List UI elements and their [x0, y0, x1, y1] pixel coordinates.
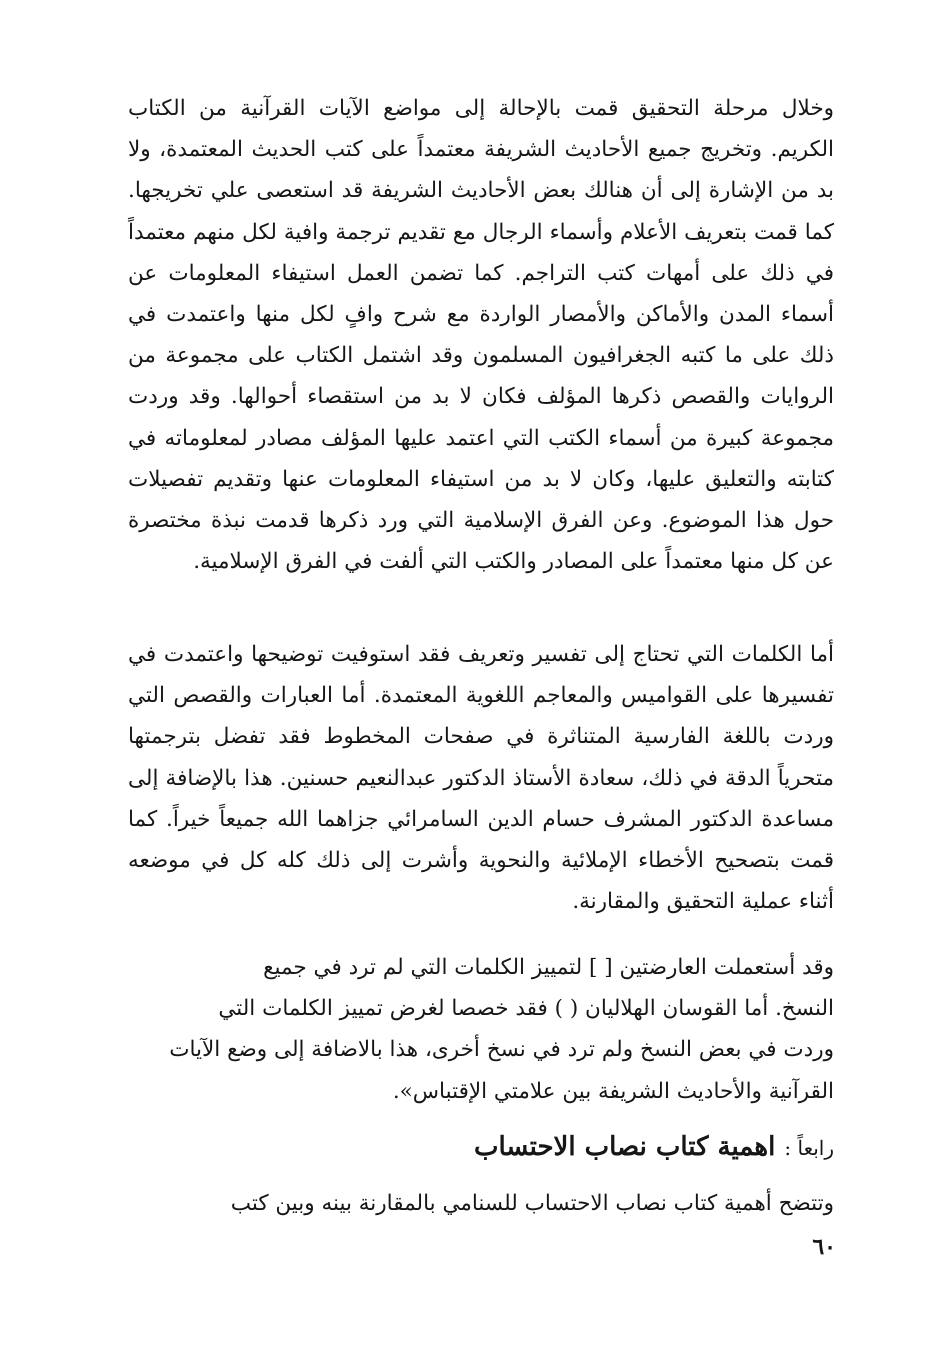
body-paragraph-1 — [128, 88, 834, 582]
body-paragraph-4 — [128, 1183, 834, 1224]
body-paragraph-2 — [128, 634, 834, 922]
section-heading-label: رابعاً : — [784, 1136, 834, 1160]
paragraph-text: أما الكلمات التي تحتاج إلى تفسير وتعريف فقد استوفيت توضيحها واعتمدت في تفسيرها على القواميس والمعاجم اللغوية المعتمدة. أما العبارات والقصص التي وردت باللغة الفارسية المتناثرة في صفحات المخطوط فقد تفضل بترجمتها متحرياً الدقة في ذلك، سعادة الأستاذ الدكتور عبدالنعيم حسنين. هذا بالإضافة إلى مساعدة الدكتور المشرف حسام الدين السامرائي جزاهما الله جميعاً خيراً. كما قمت بتصحيح الأخطاء الإملائية والنحوية وأشرت إلى ذلك كله كل في موضعه أثناء عملية التحقيق والمقارنة. — [128, 642, 834, 915]
paragraph-text: وخلال مرحلة التحقيق قمت بالإحالة إلى مواضع الآيات القرآنية من الكتاب الكريم. وتخريج جميع الأحاديث الشريفة معتمداً على كتب الحديث المعتمدة، ولا بد من الإشارة إلى أن هنالك بعض الأحاديث الشريفة قد استعصى علي تخريجها. كما قمت بتعريف الأعلام وأسماء الرجال مع تقديم ترجمة وافية لكل منهم معتمداً في ذلك على أمهات كتب التراجم. كما تضمن العمل استيفاء المعلومات عن أسماء المدن والأماكن والأمصار الواردة مع شرح وافٍ لكل منها واعتمدت في ذلك على ما كتبه الجغرافيون المسلمون وقد اشتمل الكتاب على مجموعة من الروايات والقصص ذكرها المؤلف فكان لا بد من استقصاء أحوالها. وقد وردت مجموعة كبيرة من أسماء الكتب التي اعتمد عليها المؤلف مصادر لمعلوماته في كتابته والتعليق عليها، وكان لا بد من استيفاء المعلومات عنها وتقديم تفصيلات حول هذا الموضوع. وعن الفرق الإسلامية التي ورد ذكرها قدمت نبذة مختصرة عن كل منها معتمداً على المصادر والكتب التي ألفت في الفرق الإسلامية. — [128, 96, 834, 575]
paragraph-text: وتتضح أهمية كتاب نصاب الاحتساب للسنامي بالمقارنة بينه وبين كتب — [230, 1191, 834, 1216]
body-paragraph-3 — [128, 947, 834, 1112]
paragraph-line: وقد أستعملت العارضتين [ ] لتمييز الكلمات التي لم ترد في جميع — [263, 955, 834, 980]
paragraph-line: وردت في بعض النسخ ولم ترد في نسخ أخرى، هذا بالاضافة إلى وضع الآيات — [169, 1037, 834, 1063]
paragraph-line: النسخ. أما القوسان الهلاليان ( ) فقد خصصا لغرض تمييز الكلمات التي — [218, 996, 834, 1022]
page-number: ٦٠ — [812, 1234, 836, 1260]
paragraph-line: القرآنية والأحاديث الشريفة بين علامتي الإقتباس». — [392, 1078, 834, 1104]
section-heading — [474, 1127, 834, 1168]
section-heading-title: اهمية كتاب نصاب الاحتساب — [474, 1132, 776, 1162]
